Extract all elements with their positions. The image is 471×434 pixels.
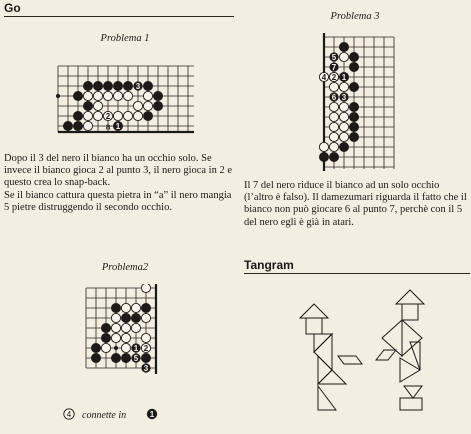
problem1-text	[4, 153, 236, 214]
go-title-rule	[4, 16, 234, 17]
problem2-mark-5: 5	[133, 354, 139, 363]
problem2-title: Problema2	[101, 262, 149, 273]
problem2-legend	[62, 406, 172, 427]
tangram-title-rule	[244, 273, 470, 274]
problem3-mark-3: 3	[341, 93, 347, 102]
tangram-figure-right	[376, 290, 424, 410]
problem3-mark-7: 7	[331, 63, 337, 72]
problem3-mark-5: 5	[331, 53, 337, 62]
problem3-text	[244, 180, 470, 229]
problem2-mark-1: 1	[133, 344, 139, 353]
problem1-title: Problema 1	[100, 33, 150, 44]
problem2-board	[84, 284, 164, 381]
tangram-figure-left	[300, 304, 362, 410]
problem2-mark-2: 2	[143, 344, 149, 353]
problem3-title: Problema 3	[330, 11, 380, 22]
problem3-mark-4: 4	[321, 73, 327, 82]
legend-black-stone-number: 1	[149, 410, 155, 419]
problem1-paragraph-2: Se il bianco cattura questa pietra in “a” il nero mangia 5 pietre distruggendo il secondo occhio.	[4, 189, 232, 213]
tangram-figures	[292, 286, 442, 431]
problem1-mark-a: a	[105, 121, 111, 132]
problem1-mark-2: 2	[105, 112, 111, 121]
problem2-mark-3: 3	[143, 364, 149, 373]
go-section-title: Go	[4, 1, 21, 15]
legend-white-stone-number: 4	[66, 410, 72, 419]
problem1-mark-3: 3	[135, 82, 141, 91]
problem3-mark-2: 2	[331, 73, 337, 82]
problem3-mark-6: 6	[331, 93, 337, 102]
problem3-mark-1: 1	[341, 73, 347, 82]
problem3-paragraph: Il 7 del nero riduce il bianco ad un solo occhio (l’altro è falso). Il damezumari riguarda il fatto che il bianco non può giocare 6 al punto 7, perchè con il 5 del nero egli è già in atari.	[244, 180, 467, 228]
problem1-mark-1: 1	[115, 122, 121, 131]
problem3-board	[310, 33, 400, 178]
problem1-paragraph-1: Dopo il 3 del nero il bianco ha un occhio solo. Se invece il bianco gioca 2 al punto 3, il nero gioca in 2 e questo crea lo snap-back.	[4, 153, 233, 189]
tangram-section-title: Tangram	[244, 258, 294, 272]
problem1-board	[48, 62, 198, 141]
legend-text: connette in	[82, 410, 127, 421]
